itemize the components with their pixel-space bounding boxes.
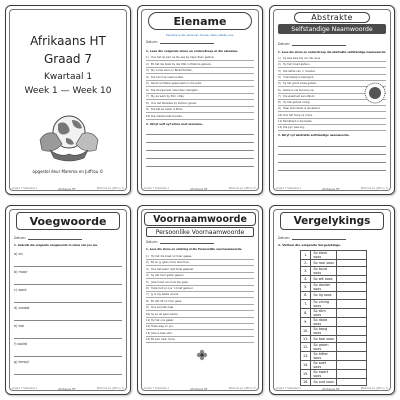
conjunction-item bbox=[14, 324, 122, 339]
table-cell: 15. bbox=[301, 369, 311, 378]
table-cell: 9. bbox=[301, 317, 311, 326]
table-cell: 13. bbox=[301, 351, 311, 360]
table-cell: 5. bbox=[301, 283, 311, 292]
sentence-row bbox=[146, 273, 254, 279]
row-number: 2) bbox=[146, 62, 149, 66]
table-cell: So lig soos bbox=[311, 292, 337, 299]
sentence-row bbox=[146, 55, 254, 61]
page-subtitle: Eiename is die name van mense, diere, plekke, ens. bbox=[166, 34, 234, 37]
row-number: 1) bbox=[146, 56, 149, 59]
badge-stamp-icon bbox=[364, 82, 386, 108]
cover-grade: Graad 7 bbox=[43, 52, 92, 66]
datum-label: Datum: bbox=[278, 236, 346, 240]
table-cell: 7. bbox=[301, 299, 311, 308]
row-number: 1) bbox=[278, 57, 281, 60]
writing-line[interactable] bbox=[146, 166, 254, 167]
table-row bbox=[301, 299, 367, 308]
row-text: Julle is baie slim. bbox=[151, 331, 173, 335]
sentence-row bbox=[146, 267, 254, 273]
answer-cell[interactable] bbox=[337, 360, 367, 369]
flower-icon bbox=[196, 346, 208, 365]
table-cell: So taai soos bbox=[311, 335, 337, 342]
sentence-row bbox=[146, 107, 254, 113]
instruction-2: 2. Skryf vyf abstrakte selfstandige naamwoorde. bbox=[278, 134, 350, 137]
row-text: Die liefde van 'n moeder. bbox=[283, 69, 316, 73]
datum-label: Datum: bbox=[14, 236, 82, 240]
cover-author: opgestel deur Mamma en Juffrou © bbox=[32, 169, 104, 174]
table-cell: So koud soos bbox=[311, 267, 337, 276]
sentence-row bbox=[146, 286, 254, 292]
row-number: 2) bbox=[278, 63, 281, 67]
row-text: Ons sal julle help. bbox=[151, 306, 175, 310]
row-number: 6) bbox=[146, 287, 149, 290]
row-number: 4) bbox=[146, 274, 149, 278]
sentence-row bbox=[146, 331, 254, 337]
row-text: Ons het hoop vir more. bbox=[283, 113, 313, 117]
row-text: My pa werk by Pick n Pay. bbox=[151, 95, 185, 98]
row-text: Ek sien haar more. bbox=[151, 338, 176, 342]
sentence-row bbox=[278, 62, 386, 68]
row-text: Hy het ons gebel. bbox=[151, 319, 174, 322]
sentence-row bbox=[146, 299, 254, 305]
sentence-row bbox=[146, 292, 254, 298]
page-footer: Graad 7 Kwartaal 1 Afrikaans HT Mamma en Juffrou © bbox=[12, 186, 124, 191]
page-footer: Graad 7 Kwartaal 1 Afrikaans HT Mamma en Juffrou © bbox=[276, 186, 388, 191]
table-cell: 4. bbox=[301, 276, 311, 283]
sentence-row bbox=[146, 254, 254, 260]
writing-line[interactable] bbox=[278, 170, 386, 171]
row-text: Die Oranjerivier vloei deur Upington. bbox=[151, 88, 199, 92]
table-cell: 16. bbox=[301, 378, 311, 385]
row-number: 5) bbox=[278, 82, 281, 86]
table-row bbox=[301, 378, 367, 385]
row-number: 10) bbox=[146, 114, 151, 118]
instruction-1: 1. Lees die sinne en omkring al die Persoonlike voornaamwoorde. bbox=[146, 248, 243, 251]
table-cell: So sterk soos bbox=[311, 251, 337, 260]
row-text: Die waarheid sal uitkom. bbox=[283, 94, 316, 98]
writing-line[interactable] bbox=[14, 302, 122, 303]
row-text: Ek het die boek by die CNA in Pretoria gekoop. bbox=[151, 62, 212, 66]
table-row bbox=[301, 260, 367, 267]
writing-line[interactable] bbox=[278, 146, 386, 147]
row-text: Hy het geduld nodig. bbox=[283, 101, 311, 105]
table-row bbox=[301, 351, 367, 360]
row-number: 5) bbox=[146, 280, 149, 284]
conjunction-item bbox=[14, 306, 122, 321]
sentence-row bbox=[146, 81, 254, 87]
table-cell: 11. bbox=[301, 335, 311, 342]
answer-cell[interactable] bbox=[337, 369, 367, 378]
table-row bbox=[301, 317, 367, 326]
row-text: Jy is my beste vriend. bbox=[151, 293, 179, 297]
conjunction-item bbox=[14, 288, 122, 303]
row-text: Sy en ek gaan saam. bbox=[151, 312, 179, 316]
row-text: Die meisie heet Annelie. bbox=[151, 114, 183, 118]
conjunction-label: c) want bbox=[14, 288, 27, 292]
table-cell: So dood soos bbox=[311, 317, 337, 326]
sentence-row bbox=[278, 113, 386, 119]
table-cell: So oud soos bbox=[311, 378, 337, 385]
answer-cell[interactable] bbox=[337, 267, 367, 276]
row-number: 8) bbox=[146, 101, 149, 105]
row-text: Ons het saam met hulle gespeel. bbox=[151, 267, 194, 271]
table-cell: So rooi soos bbox=[311, 260, 337, 267]
answer-cell[interactable] bbox=[337, 251, 367, 260]
cover-weeks: Week 1 — Week 10 bbox=[24, 86, 112, 96]
table-cell: 3. bbox=[301, 267, 311, 276]
row-text: Hy het die boek vir haar gegee. bbox=[151, 255, 193, 258]
table-cell: 1. bbox=[301, 251, 311, 260]
answer-cell[interactable] bbox=[337, 326, 367, 335]
sentence-row bbox=[278, 75, 386, 81]
instruction-1: 1. Gebruik die volgende voegwoorde in sinne van jou eie. bbox=[14, 244, 99, 247]
row-number: 6) bbox=[278, 88, 281, 92]
row-text: Ons het Kersfees by Durban gevier. bbox=[151, 101, 197, 105]
writing-line[interactable] bbox=[146, 158, 254, 159]
answer-cell[interactable] bbox=[337, 260, 367, 267]
conjunction-label: f) sodat bbox=[14, 342, 27, 346]
row-text: Sy het groot vrees gehad. bbox=[283, 82, 317, 86]
page-title: Eiename bbox=[148, 12, 252, 30]
table-row bbox=[301, 342, 367, 351]
conjunction-item bbox=[14, 360, 122, 375]
sentence-row bbox=[146, 101, 254, 107]
row-number: 11) bbox=[278, 120, 283, 123]
writing-line[interactable] bbox=[14, 320, 122, 321]
row-number: 10) bbox=[146, 312, 151, 316]
row-text: Ek het dit vir hom gese. bbox=[151, 299, 182, 303]
datum-label: Datum: bbox=[278, 42, 346, 46]
page-title: Vergelykings bbox=[280, 212, 384, 230]
row-number: 7) bbox=[146, 293, 149, 297]
row-text: Die hond se naam is Rex. bbox=[151, 75, 184, 79]
writing-line[interactable] bbox=[146, 142, 254, 143]
answer-cell[interactable] bbox=[337, 308, 367, 317]
row-number: 11) bbox=[146, 319, 151, 322]
globe-hands-illustration bbox=[36, 110, 102, 162]
row-number: 9) bbox=[278, 107, 281, 111]
conjunction-item bbox=[14, 252, 122, 267]
instruction-1: 1. Voltooi die volgende Vergelykings. bbox=[278, 243, 342, 247]
row-number: 8) bbox=[146, 299, 149, 303]
table-cell: So slim soos bbox=[311, 308, 337, 317]
answer-cell[interactable] bbox=[337, 351, 367, 360]
table-row bbox=[301, 292, 367, 299]
table-row bbox=[301, 335, 367, 342]
conjunction-label: d) omdat bbox=[14, 306, 30, 310]
row-number: 10) bbox=[278, 113, 283, 117]
answer-cell[interactable] bbox=[337, 292, 367, 299]
sentence-row bbox=[278, 125, 386, 131]
table-row bbox=[301, 308, 367, 317]
datum-label: Datum: bbox=[146, 240, 214, 244]
row-text: Sy was baie bly oor die nuus. bbox=[283, 57, 321, 60]
conjunction-label: a) en bbox=[14, 252, 23, 256]
answer-cell[interactable] bbox=[337, 276, 367, 283]
row-number: 3) bbox=[278, 69, 281, 73]
row-text: Vriendskap is belangrik. bbox=[283, 75, 315, 79]
table-cell: So groen soos bbox=[311, 342, 337, 351]
cover-term: Kwartaal 1 bbox=[43, 72, 93, 82]
sentence-row bbox=[146, 318, 254, 324]
conjunction-label: g) terwyl bbox=[14, 360, 30, 364]
row-number: 2) bbox=[146, 261, 149, 265]
answer-cell[interactable] bbox=[337, 378, 367, 385]
answer-cell[interactable] bbox=[337, 299, 367, 308]
row-text: Hy het moed getoon. bbox=[283, 63, 311, 67]
writing-line[interactable] bbox=[278, 162, 386, 163]
writing-line[interactable] bbox=[146, 134, 254, 135]
table-row bbox=[301, 360, 367, 369]
row-number: 5) bbox=[146, 82, 149, 85]
page-abstrakte bbox=[269, 5, 395, 195]
comparison-table bbox=[300, 250, 367, 386]
page-title: Voornaamwoorde bbox=[144, 212, 256, 226]
row-number: 4) bbox=[278, 75, 281, 79]
sentence-row bbox=[146, 62, 254, 68]
page-voornaamwoorde bbox=[137, 205, 263, 395]
page-eiename bbox=[137, 5, 263, 195]
table-cell: So bang soos bbox=[311, 326, 337, 335]
page-footer: Graad 7 Kwartaal 1 Afrikaans HT Mamma en Juffrou © bbox=[144, 186, 256, 191]
row-number: 9) bbox=[146, 306, 149, 310]
row-number: 14) bbox=[146, 338, 151, 342]
sentence-row bbox=[146, 280, 254, 286]
row-text: Ons het op pad na die see by Cape Town gestop. bbox=[151, 56, 215, 59]
table-cell: So bitter soos bbox=[311, 351, 337, 360]
row-text: My ouma woon in Bloemfontein. bbox=[151, 69, 193, 72]
cover-title: Afrikaans HT bbox=[30, 34, 106, 48]
table-cell: 14. bbox=[301, 360, 311, 369]
page-footer: Graad 7 Kwartaal 1 Afrikaans HT Mamma en Juffrou © bbox=[12, 386, 124, 391]
sentence-row bbox=[146, 337, 254, 343]
instruction-1: 1. Lees die sinne en onderstreep die abstrakte selfstandige naamwoorde. bbox=[278, 51, 387, 54]
row-number: 13) bbox=[146, 331, 151, 335]
instruction-2: 2. Skryf self vyf sinne met eiename. bbox=[146, 122, 203, 126]
page-footer: Graad 7 Kwartaal 1 Afrikaans HT Mamma en Juffrou © bbox=[276, 386, 388, 391]
table-cell: 8. bbox=[301, 308, 311, 317]
page-title: Abstrakte bbox=[294, 12, 370, 23]
sentence-row bbox=[278, 56, 386, 62]
answer-cell[interactable] bbox=[337, 283, 367, 292]
sentence-row bbox=[146, 260, 254, 266]
sentence-row bbox=[146, 114, 254, 120]
conjunction-item bbox=[14, 270, 122, 285]
page-subtitle: Persoonlike Voornaamwoorde bbox=[146, 227, 254, 237]
datum-label: Datum: bbox=[146, 40, 214, 44]
table-row bbox=[301, 369, 367, 378]
sentence-row bbox=[146, 324, 254, 330]
table-cell: 2. bbox=[301, 260, 311, 267]
row-text: Hulle het vir ons 'n brief gestuur. bbox=[151, 287, 194, 290]
answer-cell[interactable] bbox=[337, 317, 367, 326]
table-row bbox=[301, 283, 367, 292]
conjunction-label: b) maar bbox=[14, 270, 28, 274]
row-number: 9) bbox=[146, 108, 149, 111]
row-number: 1) bbox=[146, 255, 149, 258]
writing-line[interactable] bbox=[14, 284, 122, 285]
page-title: Voegwoorde bbox=[16, 212, 120, 230]
table-cell: So vinnig soos bbox=[311, 299, 337, 308]
row-text: Sy het hom gister gesien. bbox=[151, 274, 185, 278]
row-text: Julle moet nou huis toe gaan. bbox=[151, 280, 190, 284]
sentence-row bbox=[146, 75, 254, 81]
row-number: 8) bbox=[278, 101, 281, 105]
sentence-row bbox=[146, 94, 254, 100]
table-cell: 12. bbox=[301, 342, 311, 351]
page-footer: Graad 7 Kwartaal 1 Afrikaans HT Mamma en Juffrou © bbox=[144, 386, 256, 391]
writing-line[interactable] bbox=[278, 154, 386, 155]
table-row bbox=[301, 276, 367, 283]
row-text: Sarah en Pieter speel saam in die park. bbox=[151, 82, 202, 85]
writing-line[interactable] bbox=[14, 266, 122, 267]
instruction-1: 1. Lees die volgende sinne en onderstreep al die eiename. bbox=[146, 49, 239, 53]
row-text: Geluk is nie te koop nie. bbox=[283, 88, 315, 92]
writing-line[interactable] bbox=[14, 374, 122, 375]
row-number: 6) bbox=[146, 88, 149, 92]
conjunction-label: e) toe bbox=[14, 324, 24, 328]
table-row bbox=[301, 251, 367, 260]
page-cover bbox=[5, 5, 131, 195]
table-cell: 10. bbox=[301, 326, 311, 335]
row-number: 3) bbox=[146, 69, 149, 72]
writing-line[interactable] bbox=[14, 338, 122, 339]
page-subtitle: Selfstandige Naamwoorde bbox=[278, 24, 386, 34]
sentence-row bbox=[146, 312, 254, 318]
row-text: Haar skoonheid is opvallend. bbox=[283, 107, 321, 111]
answer-cell[interactable] bbox=[337, 342, 367, 351]
row-text: Eerlikheid is die beste. bbox=[283, 120, 313, 123]
conjunction-item bbox=[14, 342, 122, 357]
row-text: Die pyn was erg. bbox=[283, 126, 305, 130]
page-voegwoorde bbox=[5, 205, 131, 395]
sentence-row bbox=[278, 119, 386, 125]
answer-cell[interactable] bbox=[337, 335, 367, 342]
table-cell: So soet soos bbox=[311, 360, 337, 369]
row-text: Die kat se naam is Mimi. bbox=[151, 108, 183, 111]
table-row bbox=[301, 267, 367, 276]
sentence-row bbox=[146, 305, 254, 311]
table-cell: So wit soos bbox=[311, 276, 337, 283]
sentence-row bbox=[146, 68, 254, 74]
table-row bbox=[301, 326, 367, 335]
writing-line[interactable] bbox=[146, 150, 254, 151]
table-cell: So donker soos bbox=[311, 283, 337, 292]
sentence-row bbox=[146, 88, 254, 94]
table-cell: 6. bbox=[301, 292, 311, 299]
sentence-row bbox=[278, 69, 386, 75]
writing-line[interactable] bbox=[14, 356, 122, 357]
table-cell: So swart soos bbox=[311, 369, 337, 378]
page-vergelykings bbox=[269, 205, 395, 395]
row-number: 7) bbox=[146, 95, 149, 98]
row-number: 4) bbox=[146, 75, 149, 79]
row-number: 12) bbox=[278, 126, 283, 130]
row-number: 7) bbox=[278, 94, 281, 98]
row-text: Ek en jy gaan more skool toe. bbox=[151, 261, 190, 265]
row-number: 12) bbox=[146, 325, 151, 329]
row-text: Hulle wag vir jou. bbox=[151, 325, 174, 329]
row-number: 3) bbox=[146, 267, 149, 271]
